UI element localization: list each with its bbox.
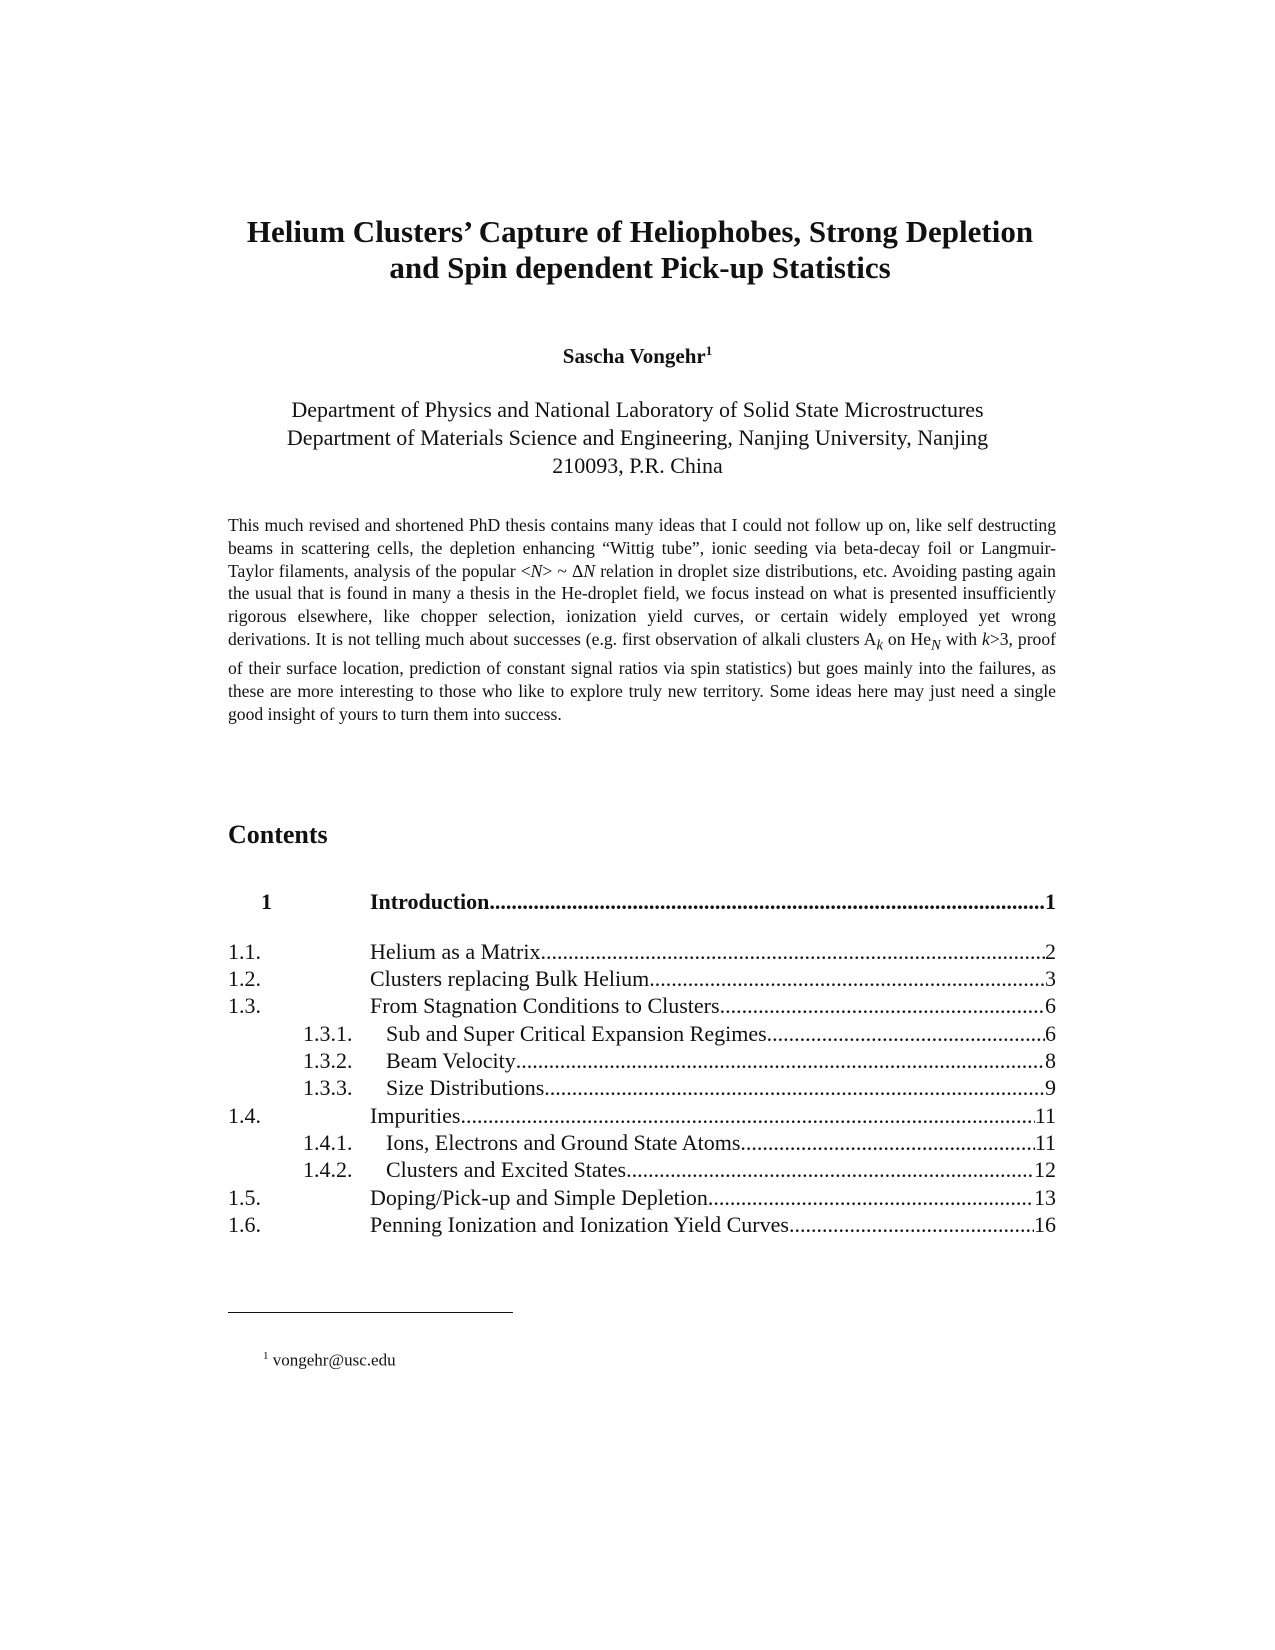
toc-number: 1.4.2. bbox=[303, 1157, 353, 1182]
dot-leader bbox=[516, 1047, 1045, 1075]
dot-leader bbox=[460, 1102, 1034, 1130]
title-line: and Spin dependent Pick-up Statistics bbox=[389, 250, 891, 285]
dot-leader bbox=[540, 938, 1045, 966]
toc-number: 1.1. bbox=[228, 939, 261, 964]
toc-number: 1.6. bbox=[228, 1212, 261, 1237]
abstract-text: >3, proof of their surface location, prediction of constant signal ratios via spin statistics) but goes mainly into the failures, as these are more interesting to those who like to explore truly new territory. Some ideas here may just need a single good insight of yours to turn them into success. bbox=[228, 628, 1057, 724]
math: N bbox=[530, 560, 543, 581]
footnote-email[interactable]: vongehr@usc.edu bbox=[272, 1350, 396, 1370]
toc-link[interactable] bbox=[370, 888, 1056, 916]
toc-page: 12 bbox=[1034, 1157, 1056, 1182]
toc-link[interactable] bbox=[386, 1074, 1056, 1102]
math: N bbox=[931, 637, 941, 654]
toc-link[interactable] bbox=[370, 938, 1056, 966]
dot-leader bbox=[544, 1074, 1045, 1102]
toc-number: 1.3.1. bbox=[303, 1021, 353, 1046]
abstract-text: relation in droplet size distributions, etc. Avoiding pasting again the usual that is found in many a thesis in the He-droplet field, we focus instead on what is presented insufficiently rigorous elsewhere, like chopper selection, ionization yield curves, or certain widely employed yet wrong derivations. It is not telling much about successes (e.g. first observation of alkali clusters A bbox=[228, 560, 1056, 649]
toc-title: Size Distributions bbox=[386, 1075, 545, 1100]
toc-title: Doping/Pick-up and Simple Depletion bbox=[370, 1185, 708, 1210]
toc-title: Ions, Electrons and Ground State Atoms bbox=[386, 1130, 741, 1155]
paper-title bbox=[150, 214, 1130, 286]
toc-title: Introduction bbox=[370, 889, 490, 914]
toc-entry[interactable] bbox=[228, 1020, 1056, 1048]
affiliation-line: Department of Materials Science and Engineering, Nanjing University, Nanjing bbox=[286, 425, 989, 450]
toc-title: Clusters and Excited States bbox=[386, 1157, 627, 1182]
toc-number: 1.4.1. bbox=[303, 1130, 353, 1155]
toc-entry[interactable] bbox=[228, 1156, 1056, 1184]
toc-link[interactable] bbox=[370, 965, 1056, 993]
dot-leader bbox=[708, 1184, 1034, 1212]
toc-link[interactable] bbox=[386, 1156, 1056, 1184]
toc-page: 16 bbox=[1034, 1212, 1056, 1237]
dot-leader bbox=[720, 992, 1045, 1020]
author bbox=[0, 343, 1275, 369]
toc-link[interactable] bbox=[370, 1211, 1056, 1239]
dot-leader bbox=[626, 1156, 1034, 1184]
toc-number: 1.4. bbox=[228, 1103, 261, 1128]
toc-link[interactable] bbox=[386, 1129, 1056, 1157]
footnote-mark[interactable]: 1 bbox=[705, 343, 713, 358]
toc-page: 6 bbox=[1045, 993, 1056, 1018]
toc-page: 1 bbox=[1045, 889, 1056, 914]
dot-leader bbox=[767, 1020, 1045, 1048]
toc-page: 2 bbox=[1045, 939, 1056, 964]
footnote-mark: 1 bbox=[263, 1350, 269, 1362]
toc-page: 8 bbox=[1045, 1048, 1056, 1073]
toc-entry[interactable] bbox=[228, 938, 1056, 966]
toc-entry[interactable] bbox=[228, 1047, 1056, 1075]
footnote bbox=[263, 1350, 396, 1371]
contents-heading: Contents bbox=[228, 820, 328, 849]
toc-title: Clusters replacing Bulk Helium bbox=[370, 966, 650, 991]
abstract-text: on He bbox=[882, 628, 932, 649]
footnote-divider bbox=[228, 1312, 513, 1313]
toc-number: 1.2. bbox=[228, 966, 261, 991]
toc-number: 1.3.2. bbox=[303, 1048, 353, 1073]
title-line: Helium Clusters’ Capture of Heliophobes, Strong Depletion bbox=[246, 214, 1034, 249]
toc-entry[interactable] bbox=[228, 1102, 1056, 1130]
toc-title: Penning Ionization and Ionization Yield Curves bbox=[370, 1212, 789, 1237]
toc-page: 13 bbox=[1034, 1185, 1056, 1210]
toc-link[interactable] bbox=[386, 1047, 1056, 1075]
author-name: Sascha Vongehr bbox=[562, 344, 706, 368]
toc-link[interactable] bbox=[370, 1184, 1056, 1212]
math: k bbox=[876, 637, 883, 654]
toc-page: 3 bbox=[1045, 966, 1056, 991]
dot-leader bbox=[489, 888, 1045, 916]
abstract-text: > ~ Δ bbox=[542, 560, 584, 581]
toc-entry[interactable] bbox=[228, 1129, 1056, 1157]
toc-link[interactable] bbox=[386, 1020, 1056, 1048]
toc-page: 6 bbox=[1045, 1021, 1056, 1046]
toc-link[interactable] bbox=[370, 1102, 1056, 1130]
toc-entry[interactable] bbox=[228, 1074, 1056, 1102]
toc-number: 1 bbox=[261, 889, 272, 914]
abstract-text: with bbox=[940, 628, 982, 649]
toc-entry[interactable] bbox=[228, 965, 1056, 993]
toc-page: 11 bbox=[1034, 1103, 1056, 1128]
toc-number: 1.5. bbox=[228, 1185, 261, 1210]
math: N bbox=[583, 560, 596, 581]
toc-title: Helium as a Matrix bbox=[370, 939, 541, 964]
affiliation-line: Department of Physics and National Laboratory of Solid State Microstructures bbox=[291, 397, 984, 422]
toc-entry[interactable] bbox=[228, 992, 1056, 1020]
toc-page: 9 bbox=[1045, 1075, 1056, 1100]
toc-title: From Stagnation Conditions to Clusters bbox=[370, 993, 720, 1018]
dot-leader bbox=[649, 965, 1045, 993]
dot-leader bbox=[740, 1129, 1034, 1157]
abstract bbox=[228, 514, 1056, 726]
toc-title: Impurities bbox=[370, 1103, 461, 1128]
dot-leader bbox=[789, 1211, 1034, 1239]
toc-entry[interactable] bbox=[228, 888, 1056, 916]
toc-entry[interactable] bbox=[228, 1211, 1056, 1239]
toc-title: Beam Velocity bbox=[386, 1048, 516, 1073]
math: k bbox=[982, 628, 990, 649]
toc-page: 11 bbox=[1034, 1130, 1056, 1155]
affiliation-line: 210093, P.R. China bbox=[552, 453, 723, 478]
abstract-text: This much revised and shortened PhD thesis contains many ideas that I could not follow up on, like self destructing beams in scattering cells, the depletion enhancing “Wittig tube”, ionic seeding via beta-decay foil or Langmuir-Taylor filaments, analysis of the popular < bbox=[228, 515, 1056, 581]
toc-title: Sub and Super Critical Expansion Regimes bbox=[386, 1021, 767, 1046]
toc-entry[interactable] bbox=[228, 1184, 1056, 1212]
toc-number: 1.3. bbox=[228, 993, 261, 1018]
toc-number: 1.3.3. bbox=[303, 1075, 353, 1100]
toc-link[interactable] bbox=[370, 992, 1056, 1020]
